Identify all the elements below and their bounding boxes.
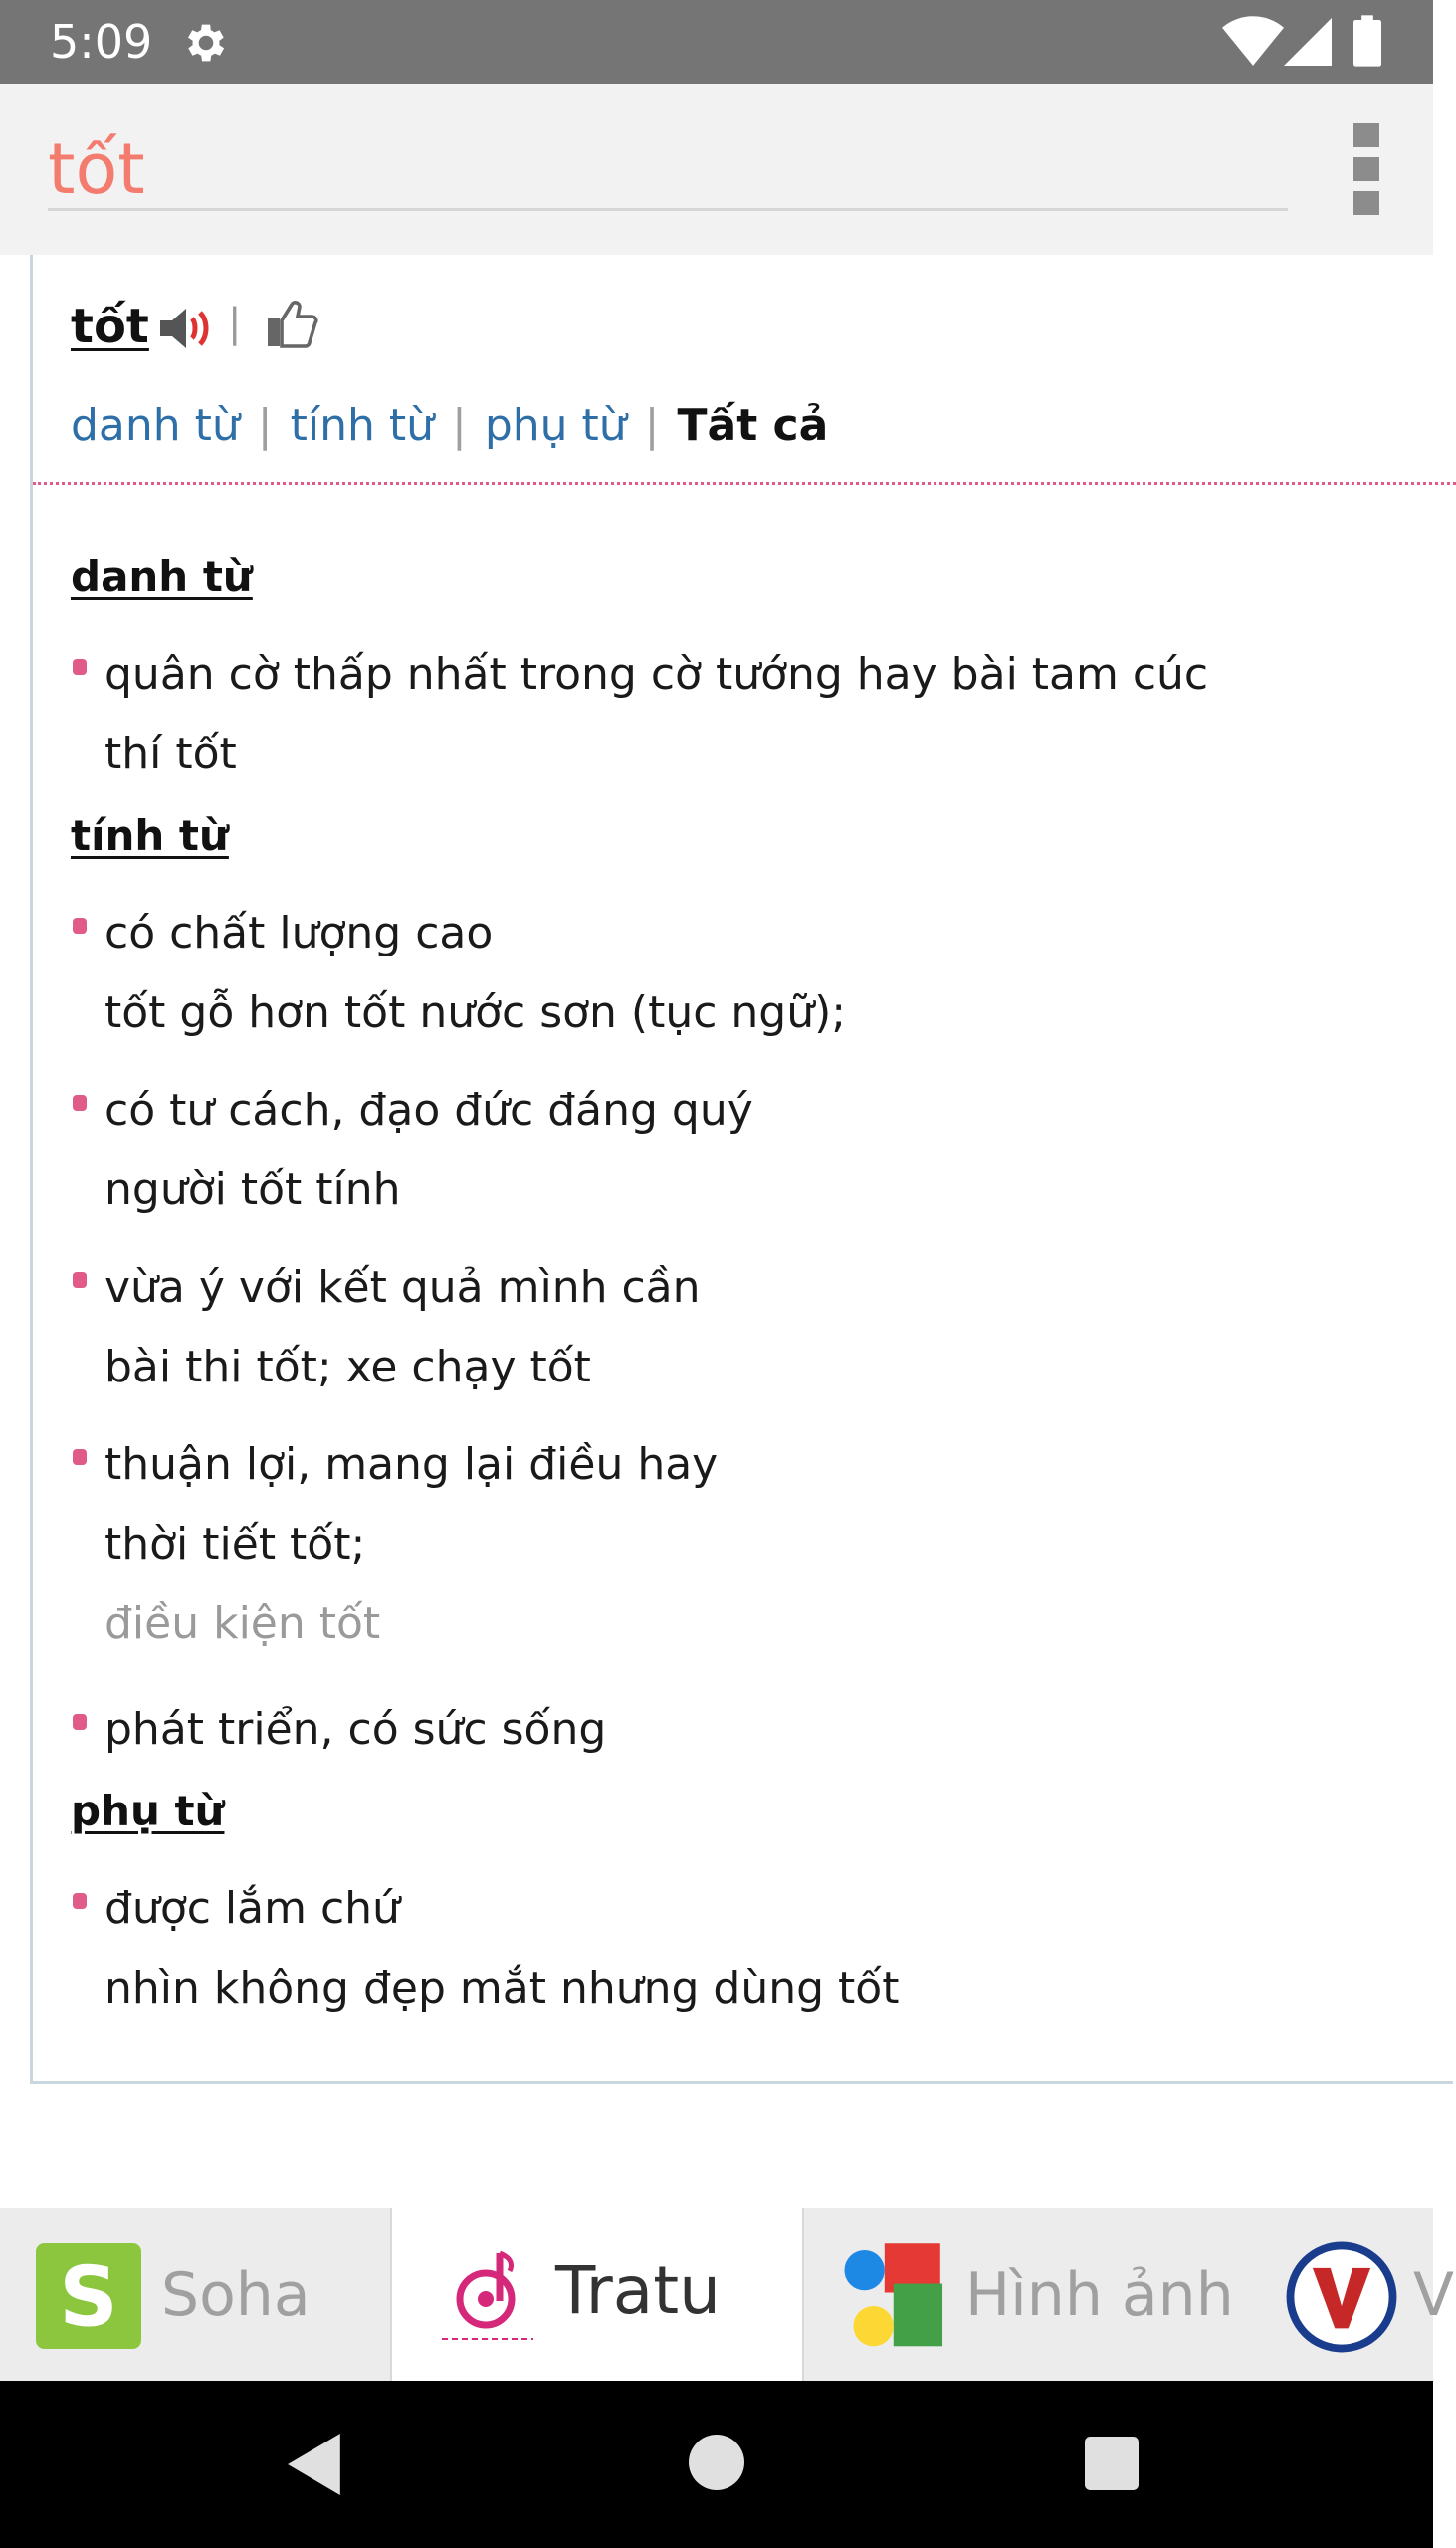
tab-label: Hình ảnh (965, 2260, 1234, 2330)
recents-icon[interactable] (1085, 2437, 1139, 2490)
svg-text:S: S (59, 2249, 118, 2346)
sense-example: người tốt tính (104, 1165, 401, 1215)
sense-definition: thuận lợi, mang lại điều hay (104, 1439, 719, 1490)
sense-definition: được lắm chứ (104, 1883, 400, 1934)
section-heading-phu-tu: phụ từ (71, 1787, 225, 1835)
sense-example: thí tốt (104, 729, 237, 779)
sense-definition: quân cờ thấp nhất trong cờ tướng hay bài tam cúc (104, 649, 1209, 700)
pos-separator: | (452, 400, 467, 451)
bullet-icon (73, 659, 87, 675)
signal-icon (1284, 18, 1332, 66)
header-separator: | (228, 301, 242, 346)
tab-tratu[interactable] (390, 2208, 804, 2381)
speaker-icon[interactable] (154, 299, 214, 358)
definition-card (30, 255, 1453, 2084)
gear-icon (181, 18, 231, 68)
tab-images[interactable] (804, 2208, 1272, 2381)
wifi-icon (1222, 18, 1284, 66)
sense-example: nhìn không đẹp mắt nhưng dùng tốt (104, 1963, 900, 2014)
sense-example: bài thi tốt; xe chạy tốt (104, 1342, 591, 1392)
bullet-icon (73, 1714, 87, 1730)
back-icon[interactable] (285, 2433, 346, 2496)
bullet-icon (73, 918, 87, 934)
soha-logo-icon (36, 2243, 141, 2349)
headword: tốt (71, 299, 149, 354)
pos-link-danh-tu[interactable]: danh từ (71, 400, 240, 451)
tab-label: Tratu (555, 2252, 721, 2329)
tratu-logo-icon (428, 2243, 547, 2347)
sense-example: điều kiện tốt (104, 1598, 381, 1649)
bullet-icon (73, 1272, 87, 1288)
tab-v[interactable] (1272, 2208, 1455, 2381)
pos-link-all[interactable]: Tất cả (677, 400, 829, 451)
bullet-icon (73, 1893, 87, 1909)
tab-soha[interactable] (0, 2208, 390, 2381)
v-logo-icon (1286, 2241, 1397, 2353)
part-of-speech-nav (71, 394, 828, 458)
dotted-divider (33, 482, 1456, 485)
source-tab-bar (0, 2208, 1455, 2381)
sense-definition: phát triển, có sức sống (104, 1704, 607, 1755)
battery-icon (1353, 14, 1381, 68)
home-icon[interactable] (689, 2435, 744, 2490)
section-heading-danh-tu: danh từ (71, 552, 253, 601)
sense-definition: có tư cách, đạo đức đáng quý (104, 1085, 753, 1136)
search-bar (0, 84, 1433, 255)
pos-separator: | (257, 400, 273, 451)
pos-link-tinh-tu[interactable]: tính từ (290, 400, 434, 451)
status-time: 5:09 (50, 15, 153, 69)
images-logo-icon (840, 2241, 951, 2353)
sense-definition: có chất lượng cao (104, 908, 494, 958)
sense-example: tốt gỗ hơn tốt nước sơn (tục ngữ); (104, 987, 847, 1038)
system-nav-bar (0, 2381, 1433, 2548)
tab-label: V (1413, 2260, 1455, 2330)
bullet-icon (73, 1449, 87, 1465)
status-bar (0, 0, 1433, 84)
search-input[interactable] (48, 129, 1288, 211)
tab-label: Soha (161, 2260, 311, 2330)
pos-link-phu-tu[interactable]: phụ từ (484, 400, 627, 451)
sense-definition: vừa ý với kết quả mình cần (104, 1262, 701, 1313)
more-vert-icon[interactable] (1342, 113, 1389, 223)
pos-separator: | (644, 400, 660, 451)
section-heading-tinh-tu: tính từ (71, 811, 229, 860)
sense-example: thời tiết tốt; (104, 1519, 366, 1570)
bullet-icon (73, 1095, 87, 1111)
thumbs-up-icon[interactable] (264, 295, 319, 350)
